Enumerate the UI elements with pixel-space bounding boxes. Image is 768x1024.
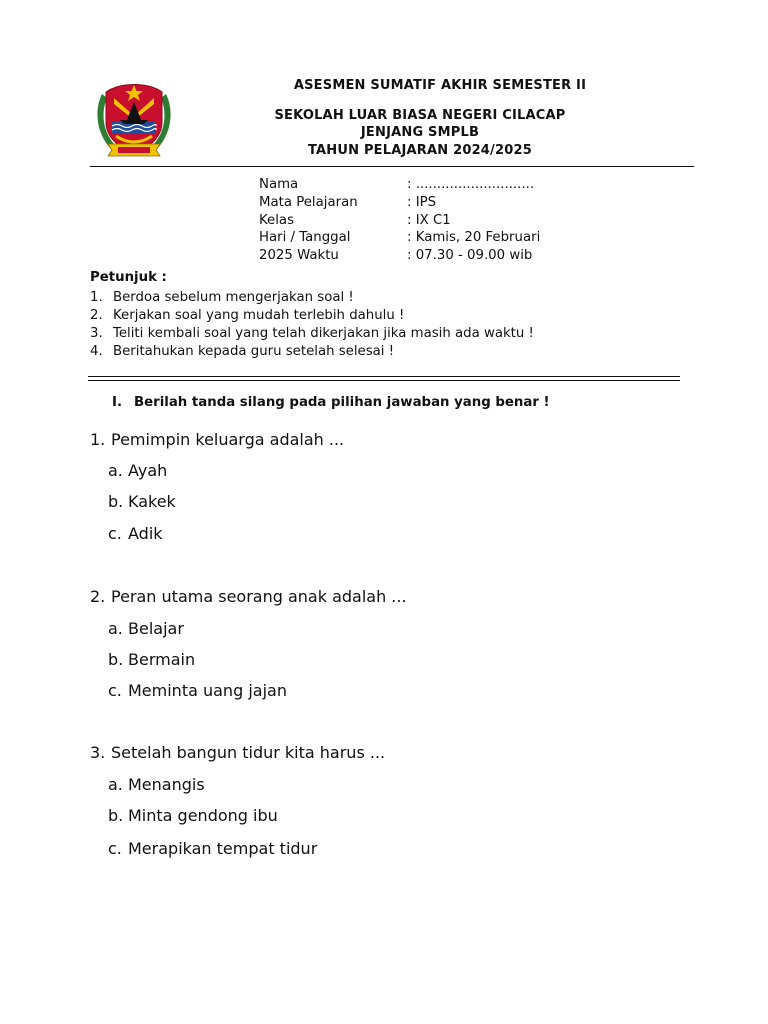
option-text: Adik bbox=[128, 524, 163, 543]
option-text: Bermain bbox=[128, 650, 196, 669]
section-instruction: Berilah tanda silang pada pilihan jawaban yang benar ! bbox=[134, 395, 550, 410]
academic-year: TAHUN PELAJARAN 2024/2025 bbox=[307, 143, 532, 158]
option-letter: c. bbox=[108, 681, 122, 700]
info-value: : ............................ bbox=[407, 177, 535, 192]
info-row-date bbox=[259, 229, 540, 247]
option-letter: b. bbox=[108, 492, 124, 511]
list-item bbox=[90, 289, 534, 307]
option-letter: c. bbox=[108, 524, 122, 543]
list-item-number: 1. bbox=[90, 290, 103, 305]
exam-title: ASESMEN SUMATIF AKHIR SEMESTER II bbox=[293, 78, 587, 93]
option-letter: b. bbox=[108, 806, 124, 825]
option-letter: a. bbox=[108, 461, 123, 480]
list-item bbox=[90, 343, 534, 361]
school-level: JENJANG SMPLB bbox=[360, 125, 480, 140]
info-label: Mata Pelajaran bbox=[259, 194, 358, 210]
list-item-number: 4. bbox=[90, 344, 103, 359]
question-text: Setelah bangun tidur kita harus ... bbox=[111, 743, 386, 762]
section-title bbox=[112, 395, 550, 410]
option-text: Menangis bbox=[128, 775, 205, 794]
info-value: : IX C1 bbox=[407, 212, 451, 228]
option-text: Meminta uang jajan bbox=[128, 681, 287, 700]
list-item-text: Berdoa sebelum mengerjakan soal ! bbox=[113, 290, 354, 305]
option-text: Kakek bbox=[128, 492, 176, 511]
info-row-subject bbox=[259, 194, 540, 212]
question-1-option-a bbox=[108, 461, 167, 481]
option-letter: b. bbox=[108, 650, 124, 669]
question-number: 1. bbox=[90, 430, 106, 449]
question-2-option-a bbox=[108, 619, 184, 639]
option-text: Belajar bbox=[128, 619, 184, 638]
option-letter: a. bbox=[108, 619, 123, 638]
question-text: Pemimpin keluarga adalah ... bbox=[111, 430, 345, 449]
list-item-text: Teliti kembali soal yang telah dikerjakan jika masih ada waktu ! bbox=[113, 326, 534, 341]
question-number: 2. bbox=[90, 587, 106, 606]
student-info-block bbox=[259, 176, 540, 265]
school-name: SEKOLAH LUAR BIASA NEGERI CILACAP bbox=[274, 108, 566, 123]
regional-coat-of-arms-icon bbox=[92, 76, 176, 162]
option-text: Minta gendong ibu bbox=[128, 806, 278, 825]
question-1-option-c bbox=[108, 524, 163, 544]
info-row-class bbox=[259, 212, 540, 230]
info-value: : 07.30 - 09.00 wib bbox=[407, 248, 533, 264]
list-item bbox=[90, 325, 534, 343]
info-label: Kelas bbox=[259, 212, 295, 228]
list-item-text: Beritahukan kepada guru setelah selesai ! bbox=[113, 344, 395, 359]
info-label: Hari / Tanggal bbox=[259, 230, 351, 246]
info-row-name bbox=[259, 176, 540, 194]
question-2-option-c bbox=[108, 681, 287, 701]
instructions-list bbox=[90, 289, 534, 361]
option-letter: c. bbox=[108, 839, 122, 858]
option-text: Merapikan tempat tidur bbox=[128, 839, 318, 858]
info-label: Nama bbox=[259, 177, 299, 192]
question-2-option-b bbox=[108, 650, 195, 670]
question-3-option-b bbox=[108, 806, 278, 826]
question-1-option-b bbox=[108, 492, 176, 512]
option-text: Ayah bbox=[128, 461, 168, 480]
section-number: I. bbox=[112, 395, 122, 410]
header-divider bbox=[90, 166, 694, 167]
section-divider bbox=[88, 376, 680, 381]
question-3-option-a bbox=[108, 775, 205, 795]
instructions-title: Petunjuk : bbox=[90, 270, 167, 285]
question-2 bbox=[90, 587, 407, 607]
option-letter: a. bbox=[108, 775, 123, 794]
info-value: : IPS bbox=[407, 194, 437, 210]
info-row-time bbox=[259, 247, 540, 265]
list-item-number: 3. bbox=[90, 326, 103, 341]
question-number: 3. bbox=[90, 743, 106, 762]
info-value: : Kamis, 20 Februari bbox=[407, 230, 541, 246]
question-3-option-c bbox=[108, 839, 317, 859]
info-label: 2025 Waktu bbox=[259, 248, 339, 264]
list-item bbox=[90, 307, 534, 325]
question-1 bbox=[90, 430, 344, 450]
question-3 bbox=[90, 743, 385, 763]
list-item-number: 2. bbox=[90, 308, 103, 323]
list-item-text: Kerjakan soal yang mudah terlebih dahulu ! bbox=[113, 308, 405, 323]
question-text: Peran utama seorang anak adalah ... bbox=[111, 587, 407, 606]
